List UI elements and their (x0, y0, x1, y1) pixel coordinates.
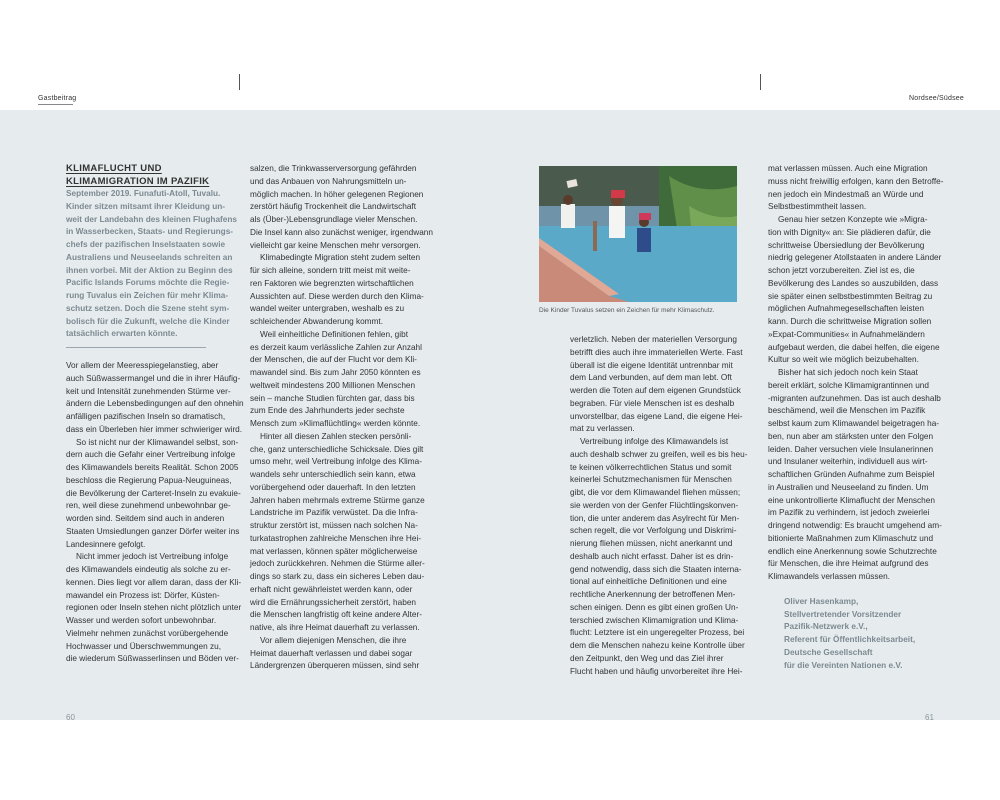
photo-illustration (539, 166, 737, 302)
column-2 (250, 163, 440, 673)
paragraph: Vor allem der Meeresspiegelanstieg, aber auch Süßwassermangel und die in ihrer Häufig- keit und Intensität zunehmenden Stürme ver- ändern die Lebensbedingungen auf den ohnehin anfälligen pazifischen Inseln so dramatisch, dass ein Überleben hier immer schwieriger wird. (66, 361, 244, 434)
paragraph: Nicht immer jedoch ist Vertreibung infolge des Klimawandels eindeutig als solche zu er- kennen. Dies liegt vor allem daran, dass der Kli- mawandel ein Prozess ist: Dörfer, Küsten- regionen oder Inseln stehen nicht plötzlich unter Wasser und werden sofort unbewohnbar. Vielmehr nehmen zunächst vorübergehende Hochwasser und Überschwemmungen zu, die wiederum Süßwasserlinsen und Böden ver- (66, 552, 242, 664)
header-rule-left (38, 104, 73, 105)
page-number-right: 61 (925, 713, 934, 722)
photo-caption: Die Kinder Tuvalus setzen ein Zeichen für mehr Klimaschutz. (539, 307, 715, 314)
crop-mark-left (239, 74, 240, 90)
paragraph: mat verlassen müssen. Auch eine Migration muss nicht freiwillig erfolgen, kann den Betroffe- nen jedoch ein Mindestmaß an Würde und Selbstbestimmtheit lassen. (768, 164, 944, 212)
paragraph: Weil einheitliche Definitionen fehlen, gibt es derzeit kaum verlässliche Zahlen zur Anzahl der Menschen, die auf der Flucht vor dem Kli- mawandel sind. Bis zum Jahr 2050 könnten es weltweit mindestens 200 Millionen Menschen sein – manche Studien fürchten gar, dass bis zum Ende des Jahrhunderts jeder sechste Mensch zum »Klimaflüchtling« werden könnte. (250, 329, 422, 428)
paragraph: So ist nicht nur der Klimawandel selbst, son- dern auch die Gefahr einer Vertreibung infolge des Klimawandels bereits Realität. Schon 2005 beschloss die Regierung Papua-Neuguineas, die Bevölkerung der Carteret-Inseln zu evakuie- ren, weil diese zunehmend unbewohnbar ge- worden sind. Seitdem sind auch in anderen Staaten Umsiedlungen ganzer Dörfer weiter ins Landesinnere gefolgt. (66, 437, 241, 549)
paragraph: Hinter all diesen Zahlen stecken persönli- che, ganz unterschiedliche Schicksale. Dies gilt umso mehr, weil Vertreibung infolge des Klima- wandels sehr unterschiedlich sein kann, etwa vorübergehend oder dauerhaft. In den letzten Jahren haben mehrmals extreme Stürme ganze Landstriche im Pazifik verwüstet. Da die Infra- struktur zerstört ist, müssen nach solchen Na- turkatastrophen zahlreiche Menschen ihre Hei- mat verlassen, können später möglicherweise jedoch zurückkehren. Nehmen die Stürme aller- dings so stark zu, dass ein sicheres Leben dau- erhaft nicht gewährleistet werden kann, oder wird die Ernährungssicherheit zerstört, haben die Menschen langfristig oft keine andere Alter- native, als ihre Heimat dauerhaft zu verlassen. (250, 431, 425, 632)
paragraph: salzen, die Trinkwasserversorgung gefährden und das Anbauen von Nahrungsmitteln un- möglich machen. In höher gelegenen Regionen zerstört häufig Trockenheit die Landwirtschaft als (Über-)Lebensgrundlage vieler Menschen. Die Insel kann also zunächst weniger, irgendwann vielleicht gar keine Menschen mehr versorgen. (250, 164, 433, 250)
paragraph: Bisher hat sich jedoch noch kein Staat bereit erklärt, solche Klimamigrantinnen und -migranten aufzunehmen. Das ist auch deshalb beschämend, weil die Menschen im Pazifik selbst kaum zum Klimawandel beigetragen ha- ben, nun aber am stärksten unter den Folgen leiden. Daher versuchen viele Insulanerinnen und Insulaner weiterhin, individuell aus wirt- schaftlichen Gründen Aufnahme zum Beispiel in Australien und Neuseeland zu finden. Um eine unkontrollierte Klimaflucht der Menschen im Pazifik zu verhindern, ist jedoch zweierlei dringend notwendig: Es braucht umgehend am- bitionierte Maßnahmen zum Klimaschutz und endlich eine Anerkennung sowie Schutzrechte für Menschen, die ihre Heimat aufgrund des Klimawandels verlassen müssen. (768, 368, 942, 581)
crop-mark-right (760, 74, 761, 90)
column-3 (570, 334, 755, 678)
paragraph: Klimabedingte Migration steht zudem selten für sich alleine, sondern tritt meist mit weite- ren Faktoren wie begrenzten wirtschaftlichen Aussichten auf. Diese werden durch den Klima- wandel weiter untergraben, weshalb es zu schleichender Abwanderung kommt. (250, 253, 424, 326)
section-label-right: Nordsee/Südsee (909, 95, 964, 102)
paragraph: Vertreibung infolge des Klimawandels ist auch deshalb schwer zu greifen, weil es bis heu- te keinen völkerrechtlichen Status und somit keinerlei Schutzmechanismen für Menschen gibt, die vor dem Klimawandel fliehen müssen; sie werden von der Genfer Flüchtlingskonven- tion, die unter anderem das Asylrecht für Men- schen regelt, die vor Verfolgung und Diskrimi- nierung fliehen müssen, nicht anerkannt und deshalb auch nicht erfasst. Daher ist es drin- gend notwendig, dass sich die Staaten interna- tional auf einheitliche Definitionen und eine rechtliche Anerkennung der betroffenen Men- schen einigen. Denn es gibt einen großen Un- terschied zwischen Klimamigration und Klima- flucht: Letztere ist ein ungeregelter Prozess, bei dem die Menschen nahezu keine Kontrolle über den Zeitpunkt, den Weg und das Ziel ihrer Flucht haben und häufig unvorbereitet ihre Hei- (570, 437, 748, 676)
page-number-left: 60 (66, 713, 75, 722)
author-signature: Oliver Hasenkamp, Stellvertretender Vorsitzender Pazifik-Netzwerk e.V., Referent für Öffentlichkeitsarbeit, Deutsche Gesellschaft für die Vereinten Nationen e.V. (784, 596, 916, 670)
paragraph: Vor allem diejenigen Menschen, die ihre Heimat dauerhaft verlassen und dabei sogar Ländergrenzen überqueren müssen, sind sehr (250, 635, 420, 671)
paragraph: Genau hier setzen Konzepte wie »Migra- tion with Dignity« an: Sie plädieren dafür, die schrittweise Übersiedlung der Bevölkerung niedrig gelegener Atollstaaten in andere Länder schon jetzt vorzubereiten. Ziel ist es, die Bevölkerung des Landes so auszubilden, dass sie später einen selbstbestimmten Beitrag zu möglichen Aufnahmegesellschaften leisten kann. Durch die schrittweise Migration sollen »Expat-Communities« in Aufnahmeländern aufgebaut werden, die dabei helfen, die eigene Kultur so weit wie möglich beizubehalten. (768, 215, 942, 365)
lead-divider (66, 347, 206, 348)
column-4 (768, 163, 958, 672)
article-heading: KLIMAFLUCHT UND KLIMAMIGRATION IM PAZIFIK (66, 163, 210, 187)
paragraph: verletzlich. Neben der materiellen Versorgung betrifft dies auch ihre immateriellen Werte. Fast überall ist die eigene Identität untrennbar mit dem Land verbunden, auf dem man lebt. Oft werden die Toten auf dem eigenen Grundstück begraben. Für viele Menschen ist es deshalb unvorstellbar, das eigene Land, die eigene Hei- mat zu verlassen. (570, 335, 743, 434)
photo-tuvalu-children (539, 166, 737, 302)
column-1 (66, 163, 246, 666)
article-lead: September 2019. Funafuti-Atoll, Tuvalu. Kinder sitzen mitsamt ihrer Kleidung un- weit der Landebahn des kleinen Flughafens in Wasserbecken, Staats- und Regierungs- chefs der pazifischen Inselstaaten sowie Australiens und Neuseelands schreiten an ihnen vorbei. Mit der Aktion zu Beginn des Pacific Islands Forums möchte die Regie- rung Tuvalus ein Zeichen für mehr Klima- schutz setzen. Doch die Szene steht sym- bolisch für die Zukunft, welche die Kinder tatsächlich erwarten könnte. (66, 189, 237, 339)
section-label-left: Gastbeitrag (38, 95, 77, 102)
